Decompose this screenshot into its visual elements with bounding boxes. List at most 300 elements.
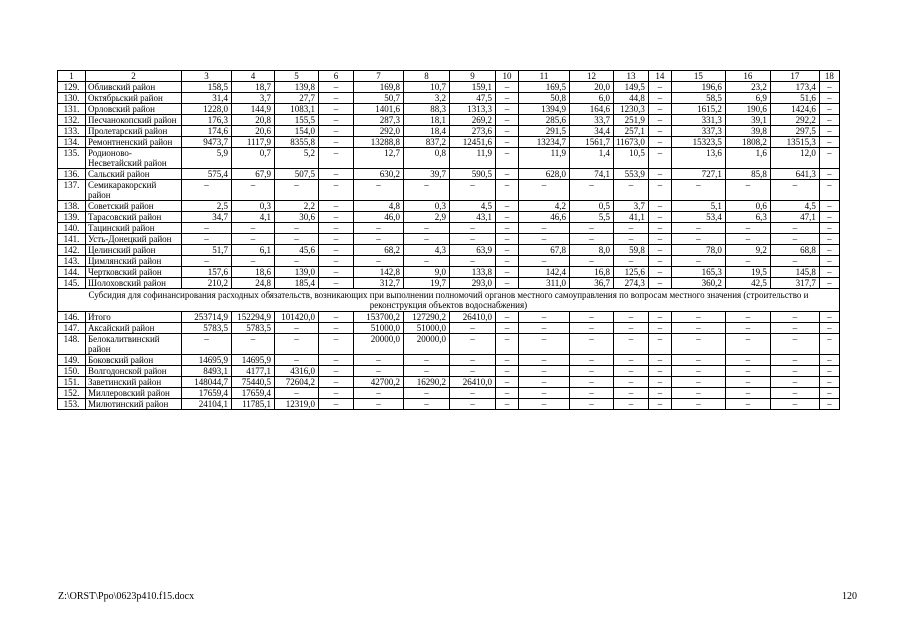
value-cell: – (182, 334, 232, 355)
value-cell: – (819, 234, 839, 245)
district-name-cell: Волгодонской район (86, 366, 182, 377)
value-cell: 23,2 (725, 82, 770, 93)
value-cell: – (354, 256, 404, 267)
value-cell: – (648, 334, 671, 355)
value-cell: 251,9 (614, 115, 649, 126)
value-cell: 727,1 (671, 169, 725, 180)
value-cell: – (648, 267, 671, 278)
value-cell: – (770, 234, 819, 245)
district-name-cell: Обливский район (86, 82, 182, 93)
value-cell: 30,6 (275, 212, 319, 223)
value-cell: 159,1 (450, 82, 496, 93)
value-cell: 88,3 (404, 104, 450, 115)
row-number-cell: 139. (58, 212, 86, 223)
row-number-cell: 132. (58, 115, 86, 126)
value-cell: – (496, 115, 519, 126)
value-cell: 4177,1 (232, 366, 275, 377)
value-cell: 6,9 (725, 93, 770, 104)
value-cell: – (570, 312, 614, 323)
section-title: Субсидия для софинансирования расходных обязательств, возникающих при выполнении полномочий органов местного самоуправления по вопросам местного значения (строительство и реконструкция объектов водоснабжения) (58, 289, 840, 312)
value-cell: – (819, 82, 839, 93)
value-cell: – (519, 323, 570, 334)
value-cell: 169,5 (519, 82, 570, 93)
value-cell: – (519, 234, 570, 245)
value-cell: 85,8 (725, 169, 770, 180)
value-cell: – (496, 212, 519, 223)
row-number-cell: 144. (58, 267, 86, 278)
value-cell: 1615,2 (671, 104, 725, 115)
table-row (58, 388, 840, 399)
value-cell: – (614, 323, 649, 334)
value-cell: – (648, 366, 671, 377)
value-cell: – (404, 256, 450, 267)
value-cell: – (819, 212, 839, 223)
value-cell: 51,7 (182, 245, 232, 256)
table-row (58, 278, 840, 289)
value-cell: 139,0 (275, 267, 319, 278)
value-cell: 20,8 (232, 115, 275, 126)
value-cell: 1117,9 (232, 137, 275, 148)
table-row (58, 93, 840, 104)
value-cell: – (648, 148, 671, 169)
value-cell: – (614, 234, 649, 245)
value-cell: – (819, 278, 839, 289)
value-cell: 133,8 (450, 267, 496, 278)
value-cell: – (648, 312, 671, 323)
value-cell: – (770, 323, 819, 334)
value-cell: 127290,2 (404, 312, 450, 323)
value-cell: – (496, 234, 519, 245)
value-cell: – (648, 115, 671, 126)
value-cell: – (671, 234, 725, 245)
value-cell: – (275, 256, 319, 267)
value-cell: 18,7 (232, 82, 275, 93)
value-cell: 24,8 (232, 278, 275, 289)
value-cell: – (725, 399, 770, 410)
value-cell: – (496, 148, 519, 169)
value-cell: 1424,6 (770, 104, 819, 115)
value-cell: 144,9 (232, 104, 275, 115)
value-cell: 12,7 (354, 148, 404, 169)
value-cell: 553,9 (614, 169, 649, 180)
value-cell: 590,5 (450, 169, 496, 180)
table-row (58, 169, 840, 180)
value-cell: 45,6 (275, 245, 319, 256)
table-row (58, 148, 840, 169)
value-cell: 47,5 (450, 93, 496, 104)
value-cell: 5783,5 (182, 323, 232, 334)
value-cell: – (770, 388, 819, 399)
value-cell: 297,5 (770, 126, 819, 137)
value-cell: – (519, 256, 570, 267)
value-cell: 4,3 (404, 245, 450, 256)
footer-page-number: 120 (842, 591, 857, 602)
value-cell: – (725, 312, 770, 323)
value-cell: 24104,1 (182, 399, 232, 410)
value-cell: – (570, 223, 614, 234)
value-cell: – (648, 245, 671, 256)
value-cell: 34,4 (570, 126, 614, 137)
value-cell: – (819, 201, 839, 212)
value-cell: – (519, 223, 570, 234)
value-cell: – (319, 267, 354, 278)
value-cell: – (519, 312, 570, 323)
value-cell: 33,7 (570, 115, 614, 126)
value-cell: – (614, 256, 649, 267)
column-number-cell: 3 (182, 71, 232, 82)
value-cell: – (496, 126, 519, 137)
district-name-cell: Сальский район (86, 169, 182, 180)
value-cell: – (182, 234, 232, 245)
value-cell: 176,3 (182, 115, 232, 126)
value-cell: – (725, 256, 770, 267)
value-cell: – (496, 82, 519, 93)
value-cell: 158,5 (182, 82, 232, 93)
value-cell: – (319, 137, 354, 148)
value-cell: 8,0 (570, 245, 614, 256)
value-cell: 253714,9 (182, 312, 232, 323)
value-cell: 39,1 (725, 115, 770, 126)
value-cell: 9473,7 (182, 137, 232, 148)
value-cell: 0,3 (404, 201, 450, 212)
table-row (58, 399, 840, 410)
value-cell: 2,2 (275, 201, 319, 212)
value-cell: – (319, 366, 354, 377)
value-cell: 142,4 (519, 267, 570, 278)
value-cell: 125,6 (614, 267, 649, 278)
value-cell: 173,4 (770, 82, 819, 93)
value-cell: – (819, 126, 839, 137)
value-cell: – (671, 223, 725, 234)
value-cell: 43,1 (450, 212, 496, 223)
value-cell: – (819, 388, 839, 399)
value-cell: – (404, 355, 450, 366)
value-cell: 1,6 (725, 148, 770, 169)
value-cell: – (648, 399, 671, 410)
value-cell: – (319, 126, 354, 137)
value-cell: – (354, 223, 404, 234)
value-cell: – (671, 366, 725, 377)
value-cell: – (648, 137, 671, 148)
value-cell: – (648, 355, 671, 366)
value-cell: – (450, 399, 496, 410)
value-cell: 1083,1 (275, 104, 319, 115)
value-cell: 42700,2 (354, 377, 404, 388)
value-cell: – (496, 245, 519, 256)
value-cell: – (450, 323, 496, 334)
value-cell: – (671, 355, 725, 366)
row-number-cell: 136. (58, 169, 86, 180)
value-cell: 507,5 (275, 169, 319, 180)
value-cell: – (496, 137, 519, 148)
value-cell: 13515,3 (770, 137, 819, 148)
value-cell: – (819, 334, 839, 355)
value-cell: – (496, 180, 519, 201)
value-cell: 575,4 (182, 169, 232, 180)
value-cell: 3,2 (404, 93, 450, 104)
value-cell: – (496, 334, 519, 355)
value-cell: – (354, 399, 404, 410)
table-row (58, 377, 840, 388)
table-row (58, 212, 840, 223)
value-cell: – (819, 256, 839, 267)
value-cell: 152294,9 (232, 312, 275, 323)
column-number-cell: 18 (819, 71, 839, 82)
value-cell: – (354, 388, 404, 399)
table-row (58, 256, 840, 267)
value-cell: 287,3 (354, 115, 404, 126)
value-cell: – (519, 334, 570, 355)
value-cell: – (319, 212, 354, 223)
value-cell: 58,5 (671, 93, 725, 104)
value-cell: – (275, 323, 319, 334)
value-cell: – (671, 256, 725, 267)
value-cell: – (770, 366, 819, 377)
value-cell: – (570, 355, 614, 366)
value-cell: 12451,6 (450, 137, 496, 148)
value-cell: – (819, 104, 839, 115)
value-cell: 4,2 (519, 201, 570, 212)
value-cell: 8355,8 (275, 137, 319, 148)
table-row (58, 82, 840, 93)
value-cell: – (496, 388, 519, 399)
value-cell: – (725, 366, 770, 377)
value-cell: – (770, 399, 819, 410)
row-number-cell: 135. (58, 148, 86, 169)
value-cell: 13234,7 (519, 137, 570, 148)
value-cell: – (496, 323, 519, 334)
value-cell: – (319, 312, 354, 323)
value-cell: – (614, 366, 649, 377)
table-row (58, 312, 840, 323)
value-cell: – (496, 93, 519, 104)
value-cell: 101420,0 (275, 312, 319, 323)
value-cell: – (725, 223, 770, 234)
subsidy-table (57, 70, 840, 410)
value-cell: – (354, 180, 404, 201)
value-cell: – (614, 388, 649, 399)
value-cell: – (614, 334, 649, 355)
value-cell: 1230,3 (614, 104, 649, 115)
district-name-cell: Тарасовский район (86, 212, 182, 223)
value-cell: 16,8 (570, 267, 614, 278)
row-number-cell: 149. (58, 355, 86, 366)
value-cell: 4316,0 (275, 366, 319, 377)
value-cell: – (570, 388, 614, 399)
value-cell: 210,2 (182, 278, 232, 289)
value-cell: 1394,9 (519, 104, 570, 115)
value-cell: 13288,8 (354, 137, 404, 148)
value-cell: 317,7 (770, 278, 819, 289)
value-cell: 312,7 (354, 278, 404, 289)
value-cell: – (319, 82, 354, 93)
value-cell: – (275, 180, 319, 201)
row-number-cell: 147. (58, 323, 86, 334)
table-row (58, 366, 840, 377)
value-cell: 11,9 (519, 148, 570, 169)
value-cell: – (519, 399, 570, 410)
table-row (58, 355, 840, 366)
column-number-cell: 16 (725, 71, 770, 82)
value-cell: – (496, 223, 519, 234)
value-cell: 4,1 (232, 212, 275, 223)
district-name-cell: Пролетарский район (86, 126, 182, 137)
row-number-cell: 140. (58, 223, 86, 234)
value-cell: – (319, 223, 354, 234)
table-row (58, 334, 840, 355)
value-cell: 18,4 (404, 126, 450, 137)
column-number-cell: 4 (232, 71, 275, 82)
row-number-cell: 129. (58, 82, 86, 93)
district-name-cell: Белокалитвинский район (86, 334, 182, 355)
value-cell: 169,8 (354, 82, 404, 93)
value-cell: – (819, 399, 839, 410)
value-cell: – (725, 180, 770, 201)
value-cell: 139,8 (275, 82, 319, 93)
value-cell: 15323,5 (671, 137, 725, 148)
value-cell: – (319, 278, 354, 289)
value-cell: – (496, 377, 519, 388)
value-cell: – (819, 223, 839, 234)
value-cell: 50,8 (519, 93, 570, 104)
value-cell: 39,7 (404, 169, 450, 180)
value-cell: 2,5 (182, 201, 232, 212)
column-number-cell: 8 (404, 71, 450, 82)
column-number-cell: 10 (496, 71, 519, 82)
value-cell: – (570, 323, 614, 334)
district-name-cell: Песчанокопский район (86, 115, 182, 126)
district-name-cell: Шолоховский район (86, 278, 182, 289)
table-row (58, 201, 840, 212)
value-cell: 68,2 (354, 245, 404, 256)
value-cell: 337,3 (671, 126, 725, 137)
value-cell: 13,6 (671, 148, 725, 169)
value-cell: 18,6 (232, 267, 275, 278)
value-cell: 68,8 (770, 245, 819, 256)
district-name-cell: Итого (86, 312, 182, 323)
value-cell: 9,2 (725, 245, 770, 256)
value-cell: – (319, 334, 354, 355)
footer-file-path: Z:\ORST\Ppo\0623p410.f15.docx (58, 591, 195, 602)
value-cell: – (275, 388, 319, 399)
value-cell: 0,6 (725, 201, 770, 212)
value-cell: – (450, 234, 496, 245)
value-cell: – (770, 334, 819, 355)
district-name-cell: Целинский район (86, 245, 182, 256)
value-cell: 0,5 (570, 201, 614, 212)
value-cell: – (319, 323, 354, 334)
value-cell: 4,5 (770, 201, 819, 212)
section-title-row (58, 289, 840, 312)
value-cell: 641,3 (770, 169, 819, 180)
value-cell: – (319, 104, 354, 115)
value-cell: – (570, 334, 614, 355)
value-cell: 1228,0 (182, 104, 232, 115)
value-cell: 6,0 (570, 93, 614, 104)
value-cell: 14695,9 (232, 355, 275, 366)
value-cell: 154,0 (275, 126, 319, 137)
value-cell: 17659,4 (182, 388, 232, 399)
value-cell: 1401,6 (354, 104, 404, 115)
row-number-cell: 131. (58, 104, 86, 115)
value-cell: – (671, 388, 725, 399)
value-cell: – (319, 388, 354, 399)
value-cell: 311,0 (519, 278, 570, 289)
value-cell: 331,3 (671, 115, 725, 126)
value-cell: – (319, 399, 354, 410)
value-cell: 26410,0 (450, 312, 496, 323)
value-cell: – (275, 223, 319, 234)
row-number-cell: 143. (58, 256, 86, 267)
value-cell: 155,5 (275, 115, 319, 126)
value-cell: – (519, 388, 570, 399)
value-cell: 153700,2 (354, 312, 404, 323)
value-cell: – (354, 234, 404, 245)
value-cell: – (819, 148, 839, 169)
value-cell: 145,8 (770, 267, 819, 278)
row-number-cell: 137. (58, 180, 86, 201)
value-cell: 0,8 (404, 148, 450, 169)
value-cell: 5783,5 (232, 323, 275, 334)
table-row (58, 245, 840, 256)
value-cell: – (648, 256, 671, 267)
value-cell: – (819, 355, 839, 366)
value-cell: – (496, 366, 519, 377)
value-cell: 50,7 (354, 93, 404, 104)
value-cell: – (275, 334, 319, 355)
row-number-cell: 130. (58, 93, 86, 104)
value-cell: – (496, 355, 519, 366)
row-number-cell: 145. (58, 278, 86, 289)
value-cell: – (182, 223, 232, 234)
value-cell: – (232, 180, 275, 201)
value-cell: – (496, 169, 519, 180)
value-cell: 837,2 (404, 137, 450, 148)
value-cell: – (450, 355, 496, 366)
value-cell: – (182, 180, 232, 201)
value-cell: – (404, 223, 450, 234)
value-cell: – (648, 323, 671, 334)
value-cell: – (450, 334, 496, 355)
value-cell: 20,6 (232, 126, 275, 137)
column-number-cell: 13 (614, 71, 649, 82)
value-cell: – (614, 377, 649, 388)
row-number-cell: 138. (58, 201, 86, 212)
value-cell: 3,7 (232, 93, 275, 104)
value-cell: 47,1 (770, 212, 819, 223)
column-number-cell: 6 (319, 71, 354, 82)
value-cell: – (496, 104, 519, 115)
value-cell: – (570, 399, 614, 410)
value-cell: 185,4 (275, 278, 319, 289)
value-cell: – (404, 388, 450, 399)
value-cell: 174,6 (182, 126, 232, 137)
value-cell: – (496, 399, 519, 410)
value-cell: 16290,2 (404, 377, 450, 388)
value-cell: – (496, 267, 519, 278)
value-cell: 19,7 (404, 278, 450, 289)
table-row (58, 137, 840, 148)
value-cell: – (319, 93, 354, 104)
value-cell: – (182, 256, 232, 267)
value-cell: – (725, 323, 770, 334)
value-cell: 39,8 (725, 126, 770, 137)
value-cell: – (232, 334, 275, 355)
value-cell: 11673,0 (614, 137, 649, 148)
value-cell: – (819, 137, 839, 148)
value-cell: – (648, 180, 671, 201)
value-cell: – (319, 355, 354, 366)
